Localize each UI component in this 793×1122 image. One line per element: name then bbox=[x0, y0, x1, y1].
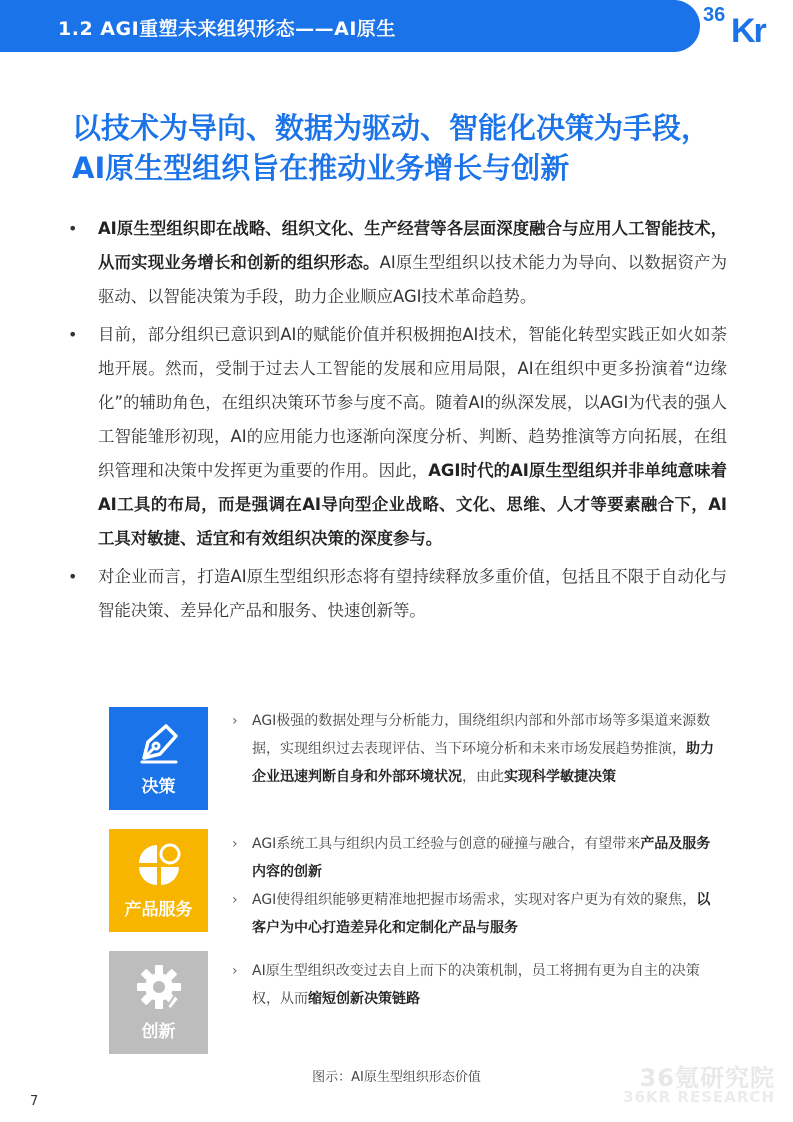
chevron-right-icon: › bbox=[232, 836, 238, 852]
product-item bbox=[232, 830, 722, 886]
card-innovation-label: 创新 bbox=[141, 1022, 176, 1042]
page-title-line2: AI原生型组织旨在推动业务增长与创新 bbox=[72, 151, 570, 185]
item-text: AGI极强的数据处理与分析能力，围绕组织内部和外部市场等多渠道来源数据，实现组织过去表现评估、当下环境分析和未来市场发展趋势推演， bbox=[252, 713, 711, 757]
innovation-items bbox=[232, 957, 722, 1013]
decision-item bbox=[232, 707, 722, 791]
bullet-value-text: 对企业而言，打造AI原生型组织形态将有望持续释放多重价值，包括且不限于自动化与智能决策、差异化产品和服务、快速创新等。 bbox=[98, 567, 727, 620]
header-bar bbox=[0, 0, 700, 52]
item-bold: 以客户为中心打造差异化和定制化产品与服务 bbox=[252, 892, 711, 936]
grid-icon bbox=[135, 841, 183, 889]
innovation-item bbox=[232, 957, 722, 1013]
watermark-en: 36KR RESEARCH bbox=[623, 1088, 775, 1106]
bullet-value bbox=[62, 560, 727, 628]
item-text: ，由此 bbox=[462, 769, 504, 785]
bullet-dot: • bbox=[68, 567, 78, 586]
item-text: AGI使得组织能够更精准地把握市场需求，实现对客户更为有效的聚焦， bbox=[252, 892, 697, 908]
card-decision-label: 决策 bbox=[141, 777, 176, 797]
36kr-logo bbox=[701, 2, 787, 52]
bullet-dot: • bbox=[68, 325, 78, 344]
card-product-service bbox=[109, 829, 208, 932]
section-title: 1.2 AGI重塑未来组织形态——AI原生 bbox=[58, 18, 396, 40]
chevron-right-icon: › bbox=[232, 713, 238, 729]
bullet-definition-bold: AI原生型组织即在战略、组织文化、生产经营等各层面深度融合与应用人工智能技术，从而实现业务增长和创新的组织形态。 bbox=[98, 219, 727, 272]
page-number: 7 bbox=[30, 1094, 39, 1109]
pen-icon bbox=[136, 720, 182, 766]
card-decision bbox=[109, 707, 208, 810]
card-product-label: 产品服务 bbox=[124, 900, 193, 920]
page-title-line1: 以技术为导向、数据为驱动、智能化决策为手段， bbox=[72, 111, 711, 145]
gear-icon bbox=[135, 963, 183, 1011]
bullet-status-text: 目前，部分组织已意识到AI的赋能价值并积极拥抱AI技术，智能化转型实践正如火如荼地开展。然而，受制于过去人工智能的发展和应用局限，AI在组织中更多扮演着“边缘化”的辅助角色，在组织决策环节参与度不高。随着AI的纵深发展，以AGI为代表的强人工智能雏形初现，AI的应用能力也逐渐向深度分析、判断、趋势推演等方向拓展，在组织管理和决策中发挥更为重要的作用。因此， bbox=[98, 325, 727, 480]
page-title bbox=[72, 108, 772, 188]
card-innovation bbox=[109, 951, 208, 1054]
bullet-status-bold: AGI时代的AI原生型组织并非单纯意味着AI工具的布局，而是强调在AI导向型企业战略、文化、思维、人才等要素融合下，AI工具对敏捷、适宜和有效组织决策的深度参与。 bbox=[98, 461, 727, 548]
item-bold: 缩短创新决策链路 bbox=[308, 991, 420, 1007]
logo-number: 36 bbox=[703, 4, 726, 26]
decision-items bbox=[232, 707, 722, 791]
item-text: AI原生型组织改变过去自上而下的决策机制，员工将拥有更为自主的决策权，从而 bbox=[252, 963, 700, 1007]
watermark-cn: 36氪研究院 bbox=[639, 1064, 775, 1092]
bullet-list bbox=[62, 212, 727, 632]
logo-kr: Kr bbox=[731, 12, 765, 50]
item-bold: 助力企业迅速判断自身和外部环境状况 bbox=[252, 741, 714, 785]
item-bold: 实现科学敏捷决策 bbox=[504, 769, 616, 785]
bullet-definition-text: AI原生型组织以技术能力为导向、以数据资产为驱动、以智能决策为手段，助力企业顺应AGI技术革命趋势。 bbox=[98, 253, 728, 306]
item-bold: 产品及服务内容的创新 bbox=[252, 836, 711, 880]
figure-caption: 图示：AI原生型组织形态价值 bbox=[312, 1070, 481, 1085]
product-items bbox=[232, 830, 722, 942]
bullet-definition bbox=[62, 212, 727, 314]
product-item bbox=[232, 886, 722, 942]
chevron-right-icon: › bbox=[232, 963, 238, 979]
bullet-dot: • bbox=[68, 219, 78, 238]
bullet-current-status bbox=[62, 318, 727, 556]
chevron-right-icon: › bbox=[232, 892, 238, 908]
item-text: AGI系统工具与组织内员工经验与创意的碰撞与融合，有望带来 bbox=[252, 836, 641, 852]
